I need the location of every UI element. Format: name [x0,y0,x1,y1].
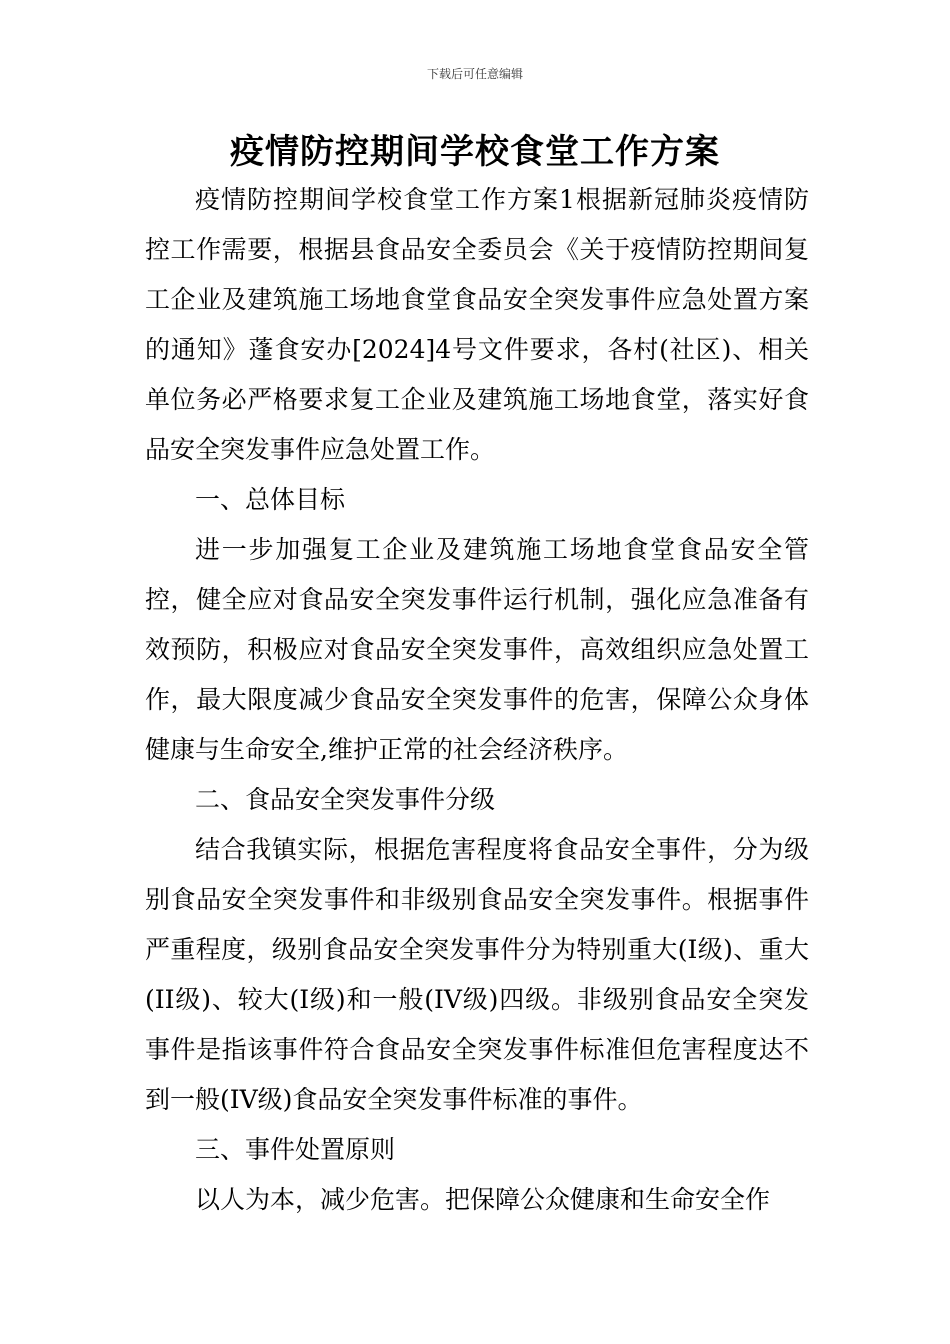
section-body-3: 以人为本，减少危害。把保障公众健康和生命安全作 [195,1185,771,1214]
section-heading-1: 一、总体目标 [195,485,346,514]
section-heading-3: 三、事件处置原则 [195,1135,396,1164]
document-title: 疫情防控期间学校食堂工作方案 [230,132,720,172]
section-body-2: 结合我镇实际，根据危害程度将食品安全事件，分为级别食品安全突发事件和非级别食品安全突发事件。根据事件严重程度，级别食品安全突发事件分为特别重大(I级)、重大(II级)、较大(I级)和一般(IV级)四级。非级别食品安全突发事件是指该事件符合食品安全突发事件标准但危害程度达不到一般(IV级)食品安全突发事件标准的事件。 [145,835,809,1114]
section-heading-2: 二、食品安全突发事件分级 [195,785,496,814]
intro-paragraph: 疫情防控期间学校食堂工作方案1根据新冠肺炎疫情防控工作需要，根据县食品安全委员会《关于疫情防控期间复工企业及建筑施工场地食堂食品安全突发事件应急处置方案的通知》蓬食安办[2024]4号文件要求，各村(社区)、相关单位务必严格要求复工企业及建筑施工场地食堂，落实好食品安全突发事件应急处置工作。 [145,185,809,464]
document-body [145,175,809,1225]
section-body-1: 进一步加强复工企业及建筑施工场地食堂食品安全管控，健全应对食品安全突发事件运行机制，强化应急准备有效预防，积极应对食品安全突发事件，高效组织应急处置工作，最大限度减少食品安全突发事件的危害，保障公众身体健康与生命安全,维护正常的社会经济秩序。 [145,535,809,764]
header-note: 下载后可任意编辑 [426,67,523,81]
